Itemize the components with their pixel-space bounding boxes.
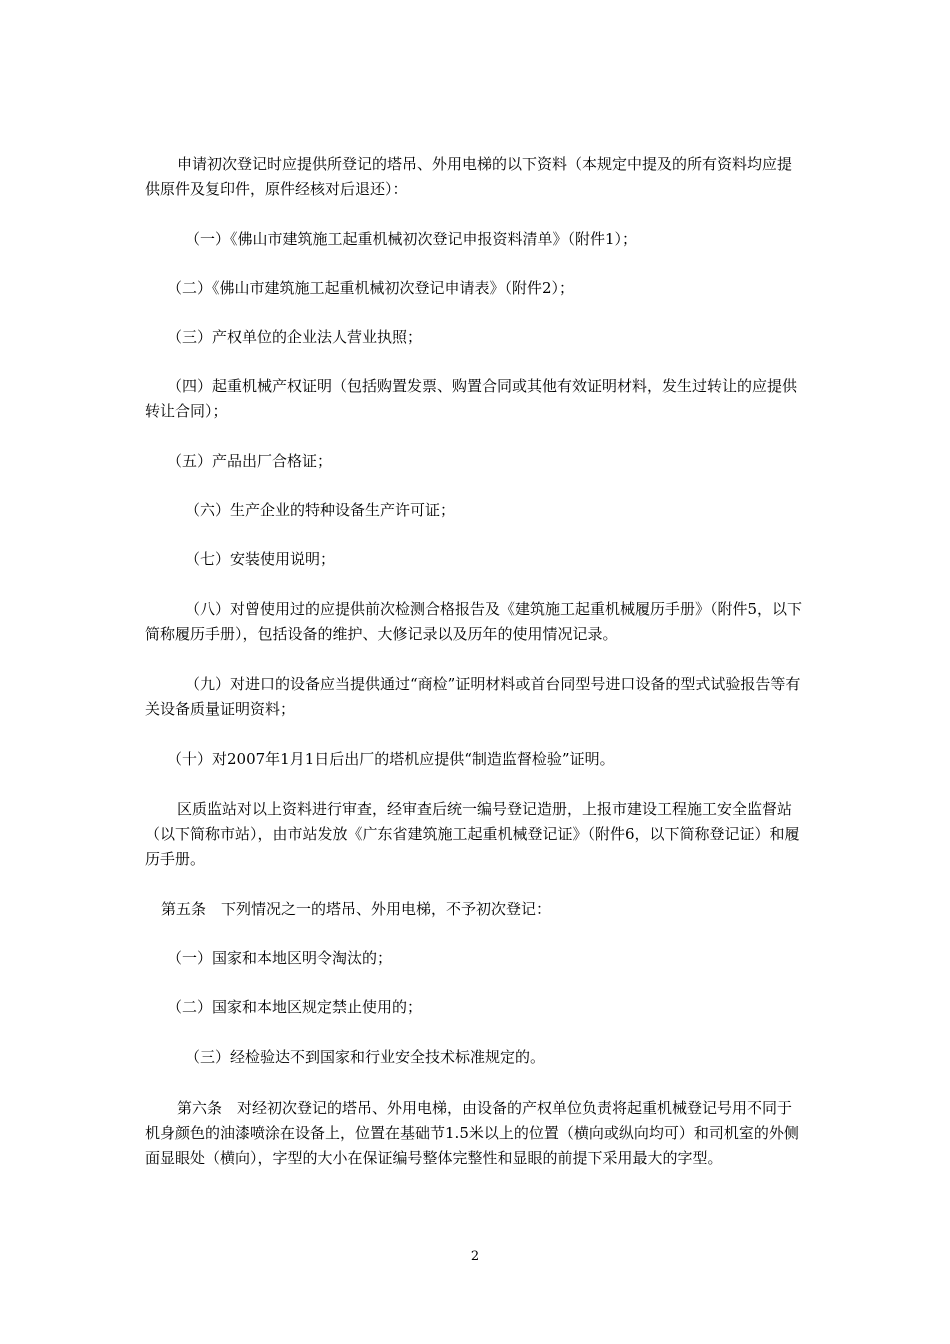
list-item-1: （一）《佛山市建筑施工起重机械初次登记申报资料清单》（附件1）； <box>185 230 638 248</box>
article-5-item-2: （二）国家和本地区规定禁止使用的； <box>167 998 423 1016</box>
page-number: 2 <box>470 1249 480 1264</box>
list-item-9: （九）对进口的设备应当提供通过“商检”证明材料或首台同型号进口设备的型式试验报告等有关设备质量证明资料； <box>145 675 801 718</box>
list-item-2: （二）《佛山市建筑施工起重机械初次登记申请表》（附件2）； <box>167 279 575 297</box>
list-item-4: （四）起重机械产权证明（包括购置发票、购置合同或其他有效证明材料，发生过转让的应提供转让合同）； <box>145 377 798 420</box>
list-item-5: （五）产品出厂合格证； <box>167 452 333 470</box>
list-item-10: （十）对2007年1月1日后出厂的塔机应提供“制造监督检验”证明。 <box>167 750 615 768</box>
article-5-item-1: （一）国家和本地区明令淘汰的； <box>167 949 393 967</box>
list-item-8: （八）对曾使用过的应提供前次检测合格报告及《建筑施工起重机械履历手册》（附件5，以下简称履历手册），包括设备的维护、大修记录以及历年的使用情况记录。 <box>145 600 803 643</box>
list-item-6: （六）生产企业的特种设备生产许可证； <box>185 501 456 519</box>
article-5-item-3: （三）经检验达不到国家和行业安全技术标准规定的。 <box>185 1048 546 1066</box>
paragraph-review: 区质监站对以上资料进行审查，经审查后统一编号登记造册，上报市建设工程施工安全监督站（以下简称市站），由市站发放《广东省建筑施工起重机械登记证》（附件6，以下简称登记证）和履历手册。 <box>145 800 800 868</box>
article-5-heading: 第五条 下列情况之一的塔吊、外用电梯，不予初次登记： <box>161 900 552 918</box>
paragraph-intro: 申请初次登记时应提供所登记的塔吊、外用电梯的以下资料（本规定中提及的所有资料均应提供原件及复印件，原件经核对后退还）： <box>145 155 793 198</box>
article-6-paragraph: 第六条 对经初次登记的塔吊、外用电梯，由设备的产权单位负责将起重机械登记号用不同于机身颜色的油漆喷涂在设备上，位置在基础节1.5米以上的位置（横向或纵向均可）和司机室的外侧面显眼处（横向），字型的大小在保证编号整体完整性和显眼的前提下采用最大的字型。 <box>145 1099 799 1167</box>
list-item-7: （七）安装使用说明； <box>185 550 336 568</box>
list-item-3: （三）产权单位的企业法人营业执照； <box>167 328 423 346</box>
